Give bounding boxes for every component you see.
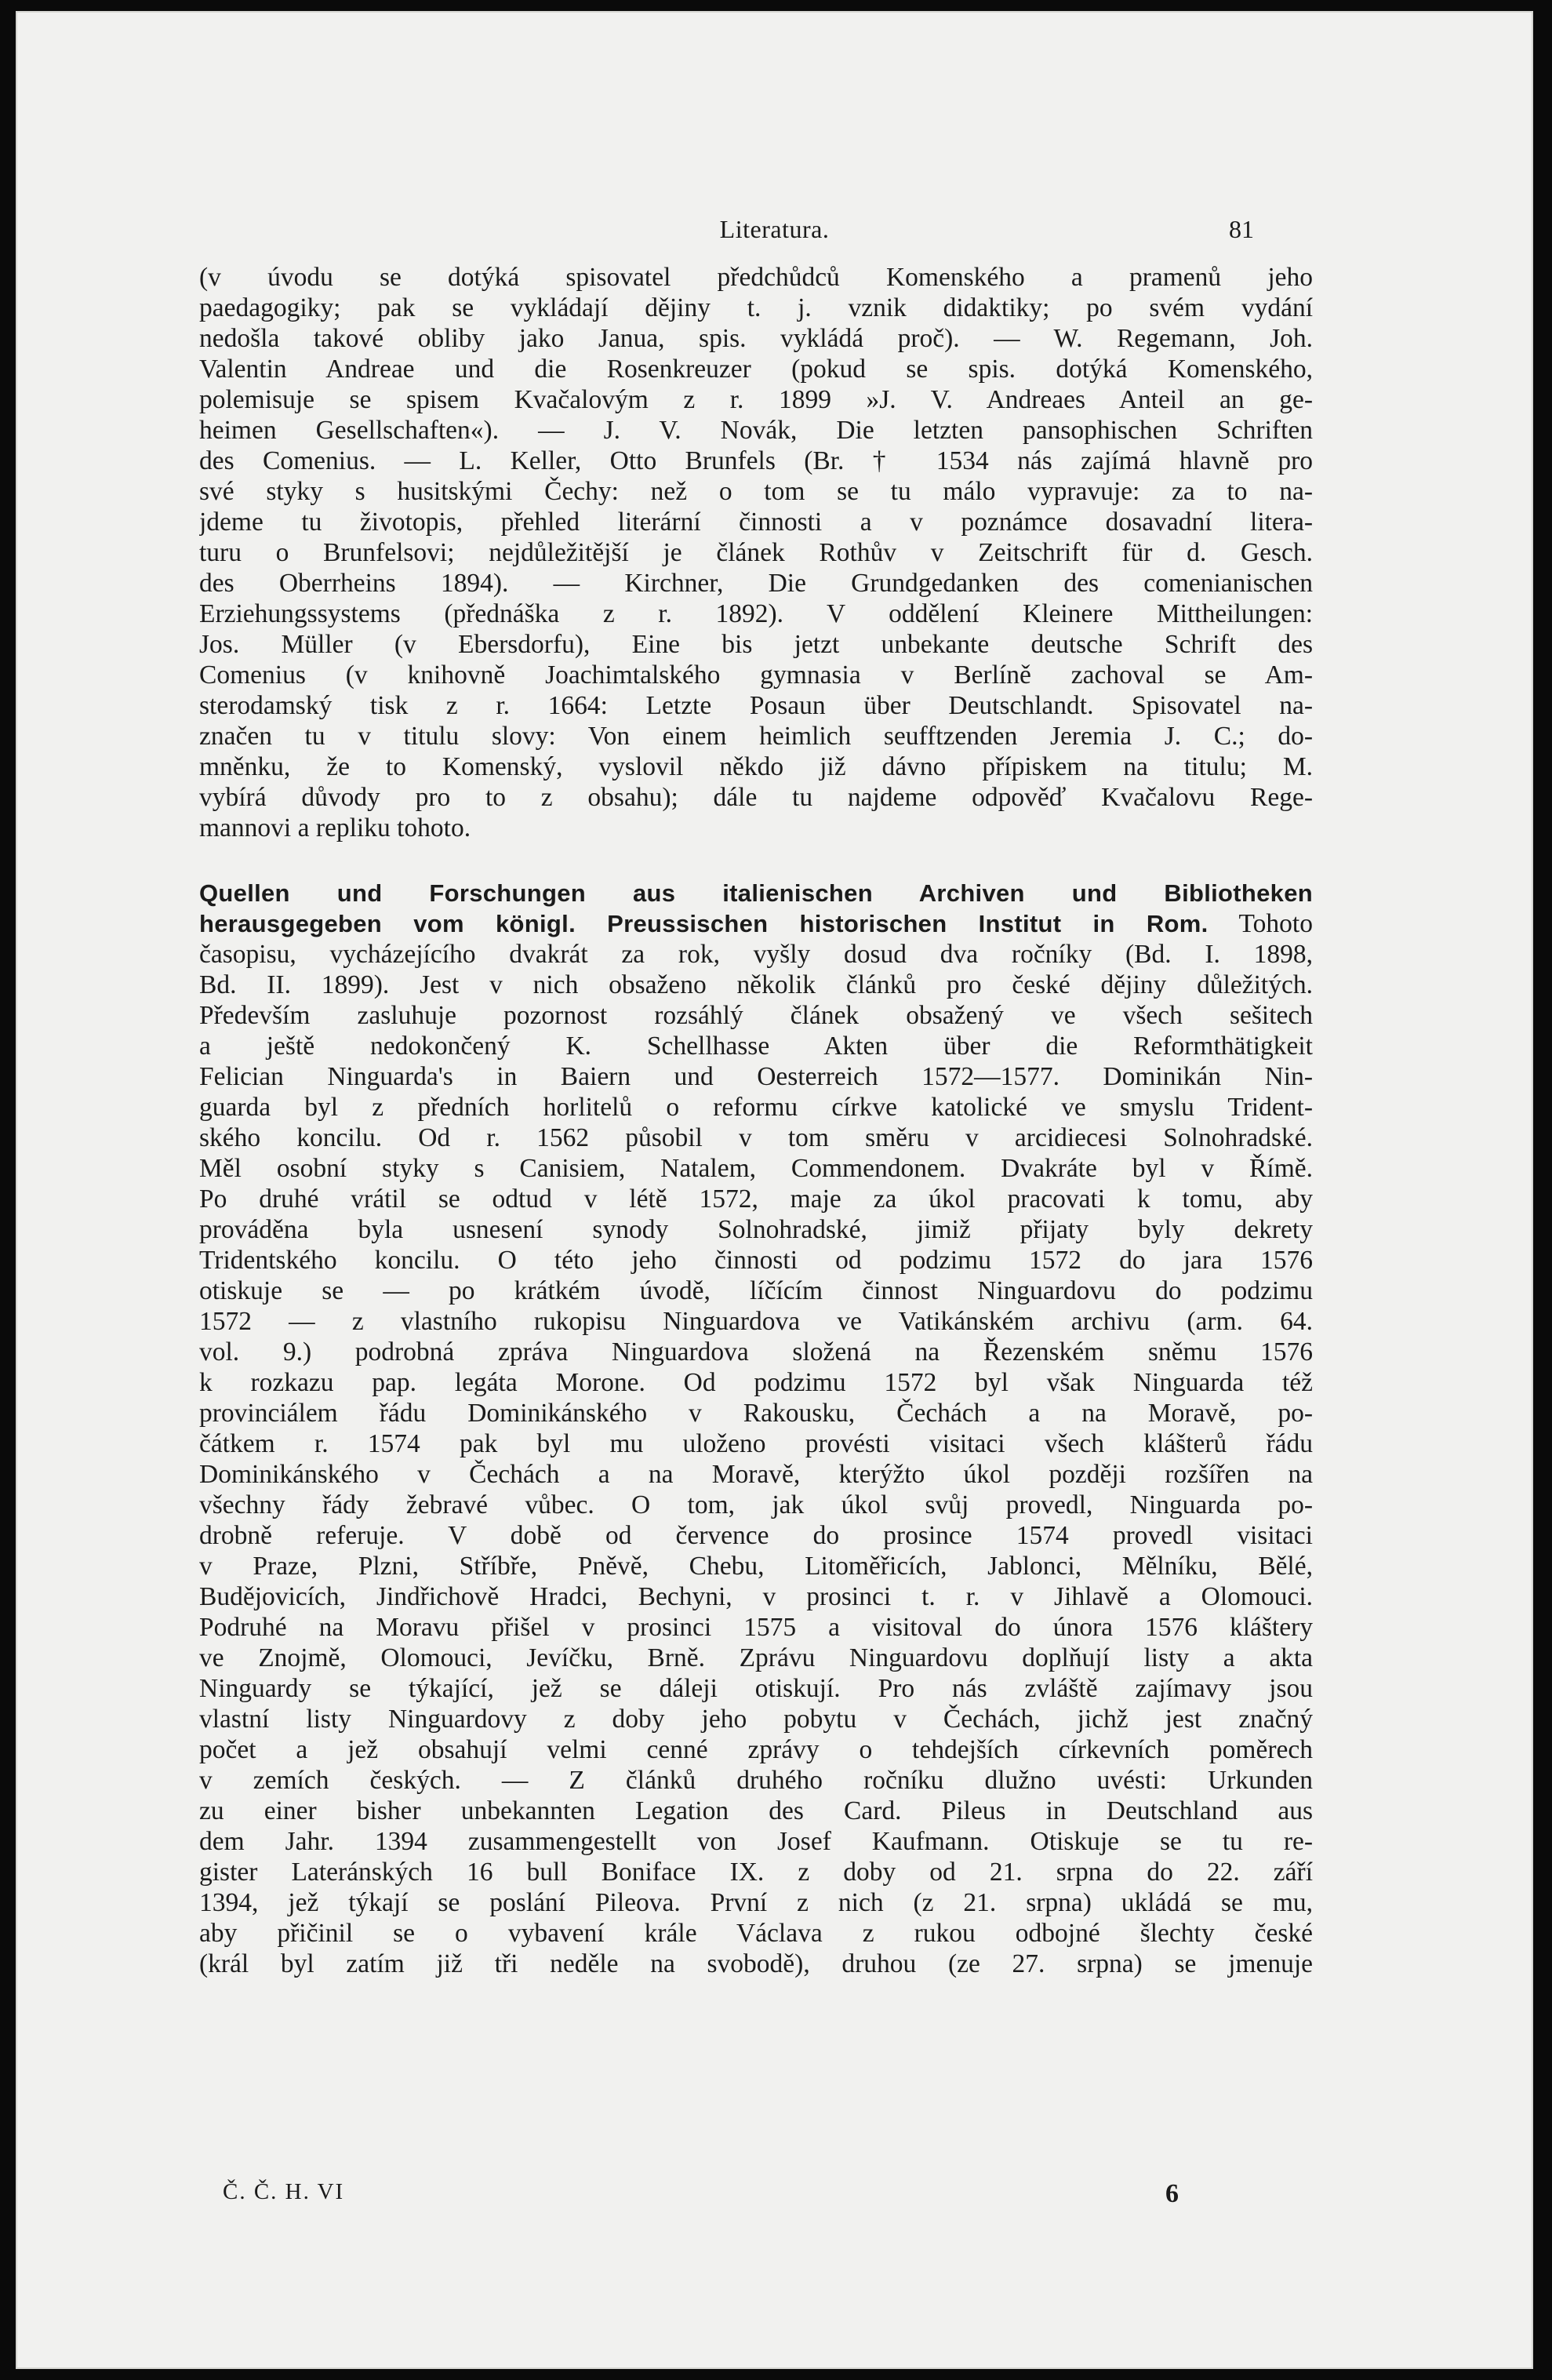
signature-mark: Č. Č. H. VI [223,2179,345,2204]
heading-bold-part: herausgegeben vom königl. Preussischen historischen Institut in Rom. [199,910,1209,937]
text-line: v zemích českých. — Z článků druhého ročníku dlužno uvésti: Urkunden [199,1766,1313,1795]
text-line: a ještě nedokončený K. Schellhasse Akten über die Reformthätigkeit [199,1032,1313,1061]
text-line: des Oberrheins 1894). — Kirchner, Die Grundgedanken des comenianischen [199,569,1313,598]
text-line: Ninguardy se týkající, jež se dáleji otiskují. Pro nás zvláště zajímavy jsou [199,1674,1313,1703]
text-line: otiskuje se — po krátkém úvodě, líčícím činnost Ninguardovu do podzimu [199,1276,1313,1305]
heading-rest: Tohoto [1208,909,1313,938]
text-line: Jos. Müller (v Ebersdorfu), Eine bis jetzt unbekante deutsche Schrift des [199,630,1313,659]
review-heading: Quellen und Forschungen aus italienischen Archiven und Bibliotheken [199,879,1313,907]
sheet-number: 6 [1165,2179,1179,2208]
text-line: (král byl zatím již tři neděle na svobodě), druhou (ze 27. srpna) se jmenuje [199,1949,1313,1978]
text-line: Bd. II. 1899). Jest v nich obsaženo několik článků pro české dějiny důležitých. [199,970,1313,999]
review-quellen [199,878,1313,1979]
text-line: ve Znojmě, Olomouci, Jevíčku, Brně. Zprávu Ninguardovu doplňují listy a akta [199,1643,1313,1672]
running-title: Literatura. [719,215,830,243]
text-line: jdeme tu životopis, přehled literární činnosti a v poznámce dosavadní litera- [199,508,1313,537]
text-line: značen tu v titulu slovy: Von einem heimlich seufftzenden Jeremia J. C.; do- [199,722,1313,751]
text-line: čátkem r. 1574 pak byl mu uloženo provésti visitaci všech klášterů řádu [199,1429,1313,1458]
text-line: Po druhé vrátil se odtud v létě 1572, maje za úkol pracovati k tomu, aby [199,1185,1313,1214]
text-line: Comenius (v knihovně Joachimtalského gymnasia v Berlíně zachoval se Am- [199,661,1313,690]
text-line: všechny řády žebravé vůbec. O tom, jak úkol svůj provedl, Ninguarda po- [199,1490,1313,1519]
text-line: prováděna byla usnesení synody Solnohradské, jimiž přijaty byly dekrety [199,1215,1313,1244]
text-line: dem Jahr. 1394 zusammengestellt von Josef Kaufmann. Otiskuje se tu re- [199,1827,1313,1856]
section-gap [199,843,1313,878]
page-number: 81 [1229,215,1254,243]
text-line: k rozkazu pap. legáta Morone. Od podzimu 1572 byl však Ninguarda též [199,1368,1313,1397]
text-line: Měl osobní styky s Canisiem, Natalem, Commendonem. Dvakráte byl v Římě. [199,1154,1313,1183]
text-line: paedagogiky; pak se vykládají dějiny t. j. vznik didaktiky; po svém vydání [199,293,1313,322]
text-line: Tridentského koncilu. O této jeho činnosti od podzimu 1572 do jara 1576 [199,1246,1313,1275]
text-line: 1394, jež týkají se poslání Pileova. První z nich (z 21. srpna) ukládá se mu, [199,1888,1313,1917]
text-line: heimen Gesellschaften«). — J. V. Novák, Die letzten pansophischen Schriften [199,416,1313,445]
page-header [17,215,1532,246]
review-continuation [199,262,1313,843]
text-line: své styky s husitskými Čechy: než o tom se tu málo vypravuje: za to na- [199,477,1313,506]
text-line: mněnku, že to Komenský, vyslovil někdo již dávno přípiskem na titulu; M. [199,752,1313,781]
text-line: v Praze, Plzni, Stříbře, Pněvě, Chebu, Litoměřicích, Jablonci, Mělníku, Bělé, [199,1552,1313,1581]
text-line: Dominikánského v Čechách a na Moravě, kterýžto úkol později rozšířen na [199,1460,1313,1489]
text-line: sterodamský tisk z r. 1664: Letzte Posaun über Deutschlandt. Spisovatel na- [199,691,1313,720]
text-line: zu einer bisher unbekannten Legation des Card. Pileus in Deutschland aus [199,1796,1313,1825]
text-line: polemisuje se spisem Kvačalovým z r. 1899 »J. V. Andreaes Anteil an ge- [199,385,1313,414]
text-line: 1572 — z vlastního rukopisu Ninguardova ve Vatikánském archivu (arm. 64. [199,1307,1313,1336]
text-line: provinciálem řádu Dominikánského v Rakousku, Čechách a na Moravě, po- [199,1399,1313,1428]
text-line: ského koncilu. Od r. 1562 působil v tom směru v arcidiecesi Solnohradské. [199,1123,1313,1152]
text-line: Budějovicích, Jindřichově Hradci, Bechyni, v prosinci t. r. v Jihlavě a Olomouci. [199,1582,1313,1611]
review-heading-continued [199,908,1313,939]
text-line: turu o Brunfelsovi; nejdůležitější je článek Rothův v Zeitschrift für d. Gesch. [199,538,1313,567]
text-line: Podruhé na Moravu přišel v prosinci 1575 a visitoval do února 1576 kláštery [199,1613,1313,1642]
text-line: Erziehungssystems (přednáška z r. 1892). V oddělení Kleinere Mittheilungen: [199,599,1313,628]
text-line: vybírá důvody pro to z obsahu); dále tu najdeme odpověď Kvačalovu Rege- [199,783,1313,812]
text-line: Valentin Andreae und die Rosenkreuzer (pokud se spis. dotýká Komenského, [199,355,1313,384]
text-line: počet a jež obsahují velmi cenné zprávy o tehdejších církevních poměrech [199,1735,1313,1764]
body-text [199,262,1313,1979]
text-line: časopisu, vycházejícího dvakrát za rok, vyšly dosud dva ročníky (Bd. I. 1898, [199,940,1313,969]
text-line: gister Lateránských 16 bull Boniface IX. z doby od 21. srpna do 22. září [199,1858,1313,1887]
text-line: guarda byl z předních horlitelů o reformu církve katolické ve smyslu Trident- [199,1093,1313,1122]
text-line: Především zasluhuje pozornost rozsáhlý článek obsažený ve všech sešitech [199,1001,1313,1030]
text-line: vol. 9.) podrobná zpráva Ninguardova složená na Řezenském sněmu 1576 [199,1337,1313,1366]
text-line: nedošla takové obliby jako Janua, spis. vykládá proč). — W. Regemann, Joh. [199,324,1313,353]
page-footer [17,2179,1532,2214]
text-line: vlastní listy Ninguardovy z doby jeho pobytu v Čechách, jichž jest značný [199,1705,1313,1734]
text-line: drobně referuje. V době od července do prosince 1574 provedl visitaci [199,1521,1313,1550]
text-line: des Comenius. — L. Keller, Otto Brunfels (Br. † 1534 nás zajímá hlavně pro [199,446,1313,475]
text-line: Felician Ninguarda's in Baiern und Oesterreich 1572—1577. Dominikán Nin- [199,1062,1313,1091]
book-page [16,11,1533,2369]
text-line: (v úvodu se dotýká spisovatel předchůdců Komenského a pramenů jeho [199,263,1313,292]
text-line: mannovi a repliku tohoto. [199,813,471,842]
text-line: aby přičinil se o vybavení krále Václava z rukou odbojné šlechty české [199,1919,1313,1948]
